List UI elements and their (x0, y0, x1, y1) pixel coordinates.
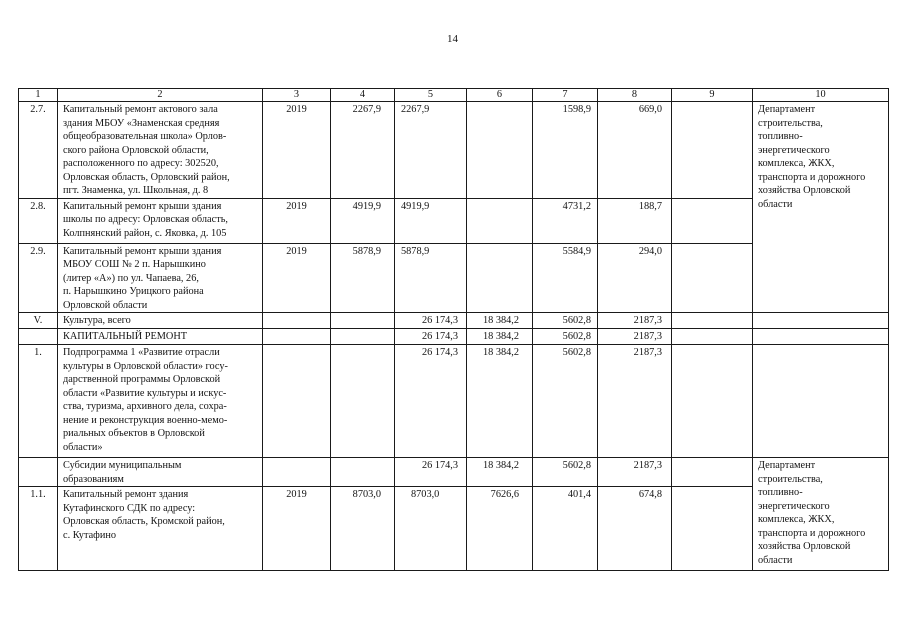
col-6-value (467, 198, 533, 243)
year-value: 2019 (263, 243, 331, 313)
item-number: 2.9. (19, 243, 58, 313)
responsible-executor (753, 313, 889, 329)
col-8-value: 294,0 (598, 243, 672, 313)
item-description: Подпрограмма 1 «Развитие отрасли культуры в Орловской области» госу- дарственной программы Орловской области «Развитие культуры и искус- ства, туризма, архивного дела, сохра- нение и реконструкция военно-мемо- риальных объектов в Орловской области» (58, 345, 263, 458)
col-7-value: 5602,8 (533, 345, 598, 458)
year-value: 2019 (263, 102, 331, 199)
item-number: 1.1. (19, 487, 58, 571)
item-number (19, 458, 58, 487)
col-9-value (672, 198, 753, 243)
col-7-value: 5602,8 (533, 458, 598, 487)
col-9-value (672, 102, 753, 199)
col-3-header: 3 (263, 89, 331, 102)
year-value (263, 345, 331, 458)
col-1-header: 1 (19, 89, 58, 102)
col-4-header: 4 (331, 89, 395, 102)
col-8-value: 2187,3 (598, 313, 672, 329)
col-6-header: 6 (467, 89, 533, 102)
col-5-value: 26 174,3 (395, 458, 467, 487)
responsible-executor: Департамент строительства, топливно- энергетического комплекса, ЖКХ, транспорта и дорожного хозяйства Орловской области (753, 458, 889, 571)
col-9-value (672, 313, 753, 329)
year-value (263, 458, 331, 487)
col-8-value: 2187,3 (598, 345, 672, 458)
col-7-value: 5584,9 (533, 243, 598, 313)
col-9-value (672, 345, 753, 458)
col-7-value: 5602,8 (533, 313, 598, 329)
col-6-value: 18 384,2 (467, 329, 533, 345)
year-value (263, 313, 331, 329)
col-5-header: 5 (395, 89, 467, 102)
item-number: 2.8. (19, 198, 58, 243)
item-number: 2.7. (19, 102, 58, 199)
col-9-value (672, 329, 753, 345)
item-description: Капитальный ремонт крыши здания школы по адресу: Орловская область, Колпнянский район, с. Яковка, д. 105 (58, 198, 263, 243)
col-4-value (331, 345, 395, 458)
col-10-header: 10 (753, 89, 889, 102)
table-row (19, 458, 889, 487)
table-row (19, 313, 889, 329)
col-4-value (331, 329, 395, 345)
header-row (19, 89, 889, 102)
col-5-value: 26 174,3 (395, 345, 467, 458)
col-7-header: 7 (533, 89, 598, 102)
table-row (19, 102, 889, 199)
col-8-value: 188,7 (598, 198, 672, 243)
item-number: 1. (19, 345, 58, 458)
col-7-value: 1598,9 (533, 102, 598, 199)
col-9-value (672, 243, 753, 313)
item-description: Капитальный ремонт здания Кутафинского СДК по адресу: Орловская область, Кромской район, с. Кутафино (58, 487, 263, 571)
item-number (19, 329, 58, 345)
col-4-value (331, 458, 395, 487)
col-5-value: 8703,0 (395, 487, 467, 571)
col-4-value (331, 313, 395, 329)
page-number: 14 (447, 33, 458, 45)
item-description: Капитальный ремонт актового зала здания МБОУ «Знаменская средняя общеобразовательная школа» Орлов- ского района Орловской области, расположенного по адресу: 302520, Орловская область, Орловский район, пгт. Знаменка, ул. Школьная, д. 8 (58, 102, 263, 199)
col-4-value: 8703,0 (331, 487, 395, 571)
col-5-value: 26 174,3 (395, 329, 467, 345)
item-description: КАПИТАЛЬНЫЙ РЕМОНТ (58, 329, 263, 345)
col-8-value: 2187,3 (598, 329, 672, 345)
col-8-header: 8 (598, 89, 672, 102)
item-number: V. (19, 313, 58, 329)
col-2-header: 2 (58, 89, 263, 102)
col-7-value: 401,4 (533, 487, 598, 571)
item-description: Культура, всего (58, 313, 263, 329)
year-value (263, 329, 331, 345)
col-8-value: 674,8 (598, 487, 672, 571)
col-9-header: 9 (672, 89, 753, 102)
col-6-value (467, 243, 533, 313)
col-5-value: 26 174,3 (395, 313, 467, 329)
col-7-value: 4731,2 (533, 198, 598, 243)
col-8-value: 2187,3 (598, 458, 672, 487)
table-row (19, 345, 889, 458)
responsible-executor (753, 345, 889, 458)
col-6-value: 18 384,2 (467, 345, 533, 458)
col-6-value (467, 102, 533, 199)
program-table (18, 88, 889, 571)
col-6-value: 18 384,2 (467, 458, 533, 487)
year-value: 2019 (263, 198, 331, 243)
item-description: Капитальный ремонт крыши здания МБОУ СОШ № 2 п. Нарышкино (литер «А») по ул. Чапаева, 26, п. Нарышкино Урицкого района Орловской области (58, 243, 263, 313)
col-4-value: 4919,9 (331, 198, 395, 243)
col-4-value: 2267,9 (331, 102, 395, 199)
col-4-value: 5878,9 (331, 243, 395, 313)
responsible-executor: Департамент строительства, топливно- энергетического комплекса, ЖКХ, транспорта и дорожного хозяйства Орловской области (753, 102, 889, 313)
col-9-value (672, 487, 753, 571)
col-5-value: 2267,9 (395, 102, 467, 199)
table-row (19, 329, 889, 345)
col-5-value: 5878,9 (395, 243, 467, 313)
item-description: Субсидии муниципальным образованиям (58, 458, 263, 487)
col-6-value: 18 384,2 (467, 313, 533, 329)
col-9-value (672, 458, 753, 487)
col-6-value: 7626,6 (467, 487, 533, 571)
col-7-value: 5602,8 (533, 329, 598, 345)
year-value: 2019 (263, 487, 331, 571)
responsible-executor (753, 329, 889, 345)
col-5-value: 4919,9 (395, 198, 467, 243)
col-8-value: 669,0 (598, 102, 672, 199)
